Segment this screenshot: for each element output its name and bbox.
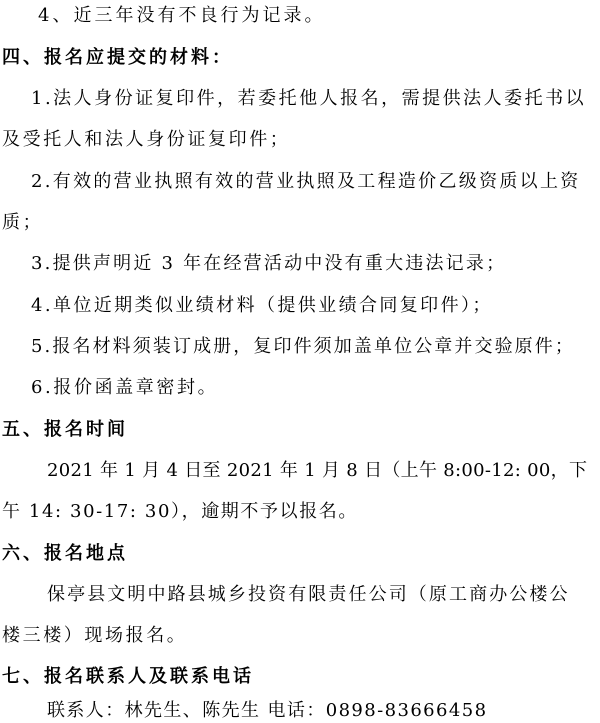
material-1-line-1: 1.法人身份证复印件，若委托他人报名，需提供法人委托书以: [31, 88, 587, 109]
material-2-line-2: 质；: [2, 212, 44, 233]
section-7-heading: 七、报名联系人及联系电话: [2, 666, 254, 687]
material-4: 4.单位近期类似业绩材料（提供业绩合同复印件）；: [31, 295, 493, 316]
material-6: 6.报价函盖章密封。: [31, 377, 219, 398]
signup-time-line-1: 2021 年 1 月 4 日至 2021 年 1 月 8 日（上午 8:00-12: 00，下: [47, 460, 588, 481]
contact-line: 联系人：林先生、陈先生 电话：0898-83666458: [47, 700, 488, 721]
signup-location-line-1: 保亭县文明中路县城乡投资有限责任公司（原工商办公楼公: [47, 584, 570, 605]
item-4-no-bad-record: 4、近三年没有不良行为记录。: [38, 5, 326, 26]
signup-time-line-2: 午 14: 30-17: 30），逾期不予以报名。: [2, 501, 358, 522]
section-6-heading: 六、报名地点: [2, 543, 128, 564]
material-1-line-2: 及受托人和法人身份证复印件；: [2, 129, 291, 150]
material-3: 3.提供声明近 3 年在经营活动中没有重大违法记录；: [31, 253, 507, 274]
section-4-heading: 四、报名应提交的材料：: [2, 47, 233, 68]
material-5: 5.报名材料须装订成册，复印件须加盖单位公章并交验原件；: [31, 336, 575, 357]
material-2-line-1: 2.有效的营业执照有效的营业执照及工程造价乙级资质以上资: [31, 171, 581, 192]
signup-location-line-2: 楼三楼）现场报名。: [2, 625, 188, 646]
section-5-heading: 五、报名时间: [2, 419, 128, 440]
